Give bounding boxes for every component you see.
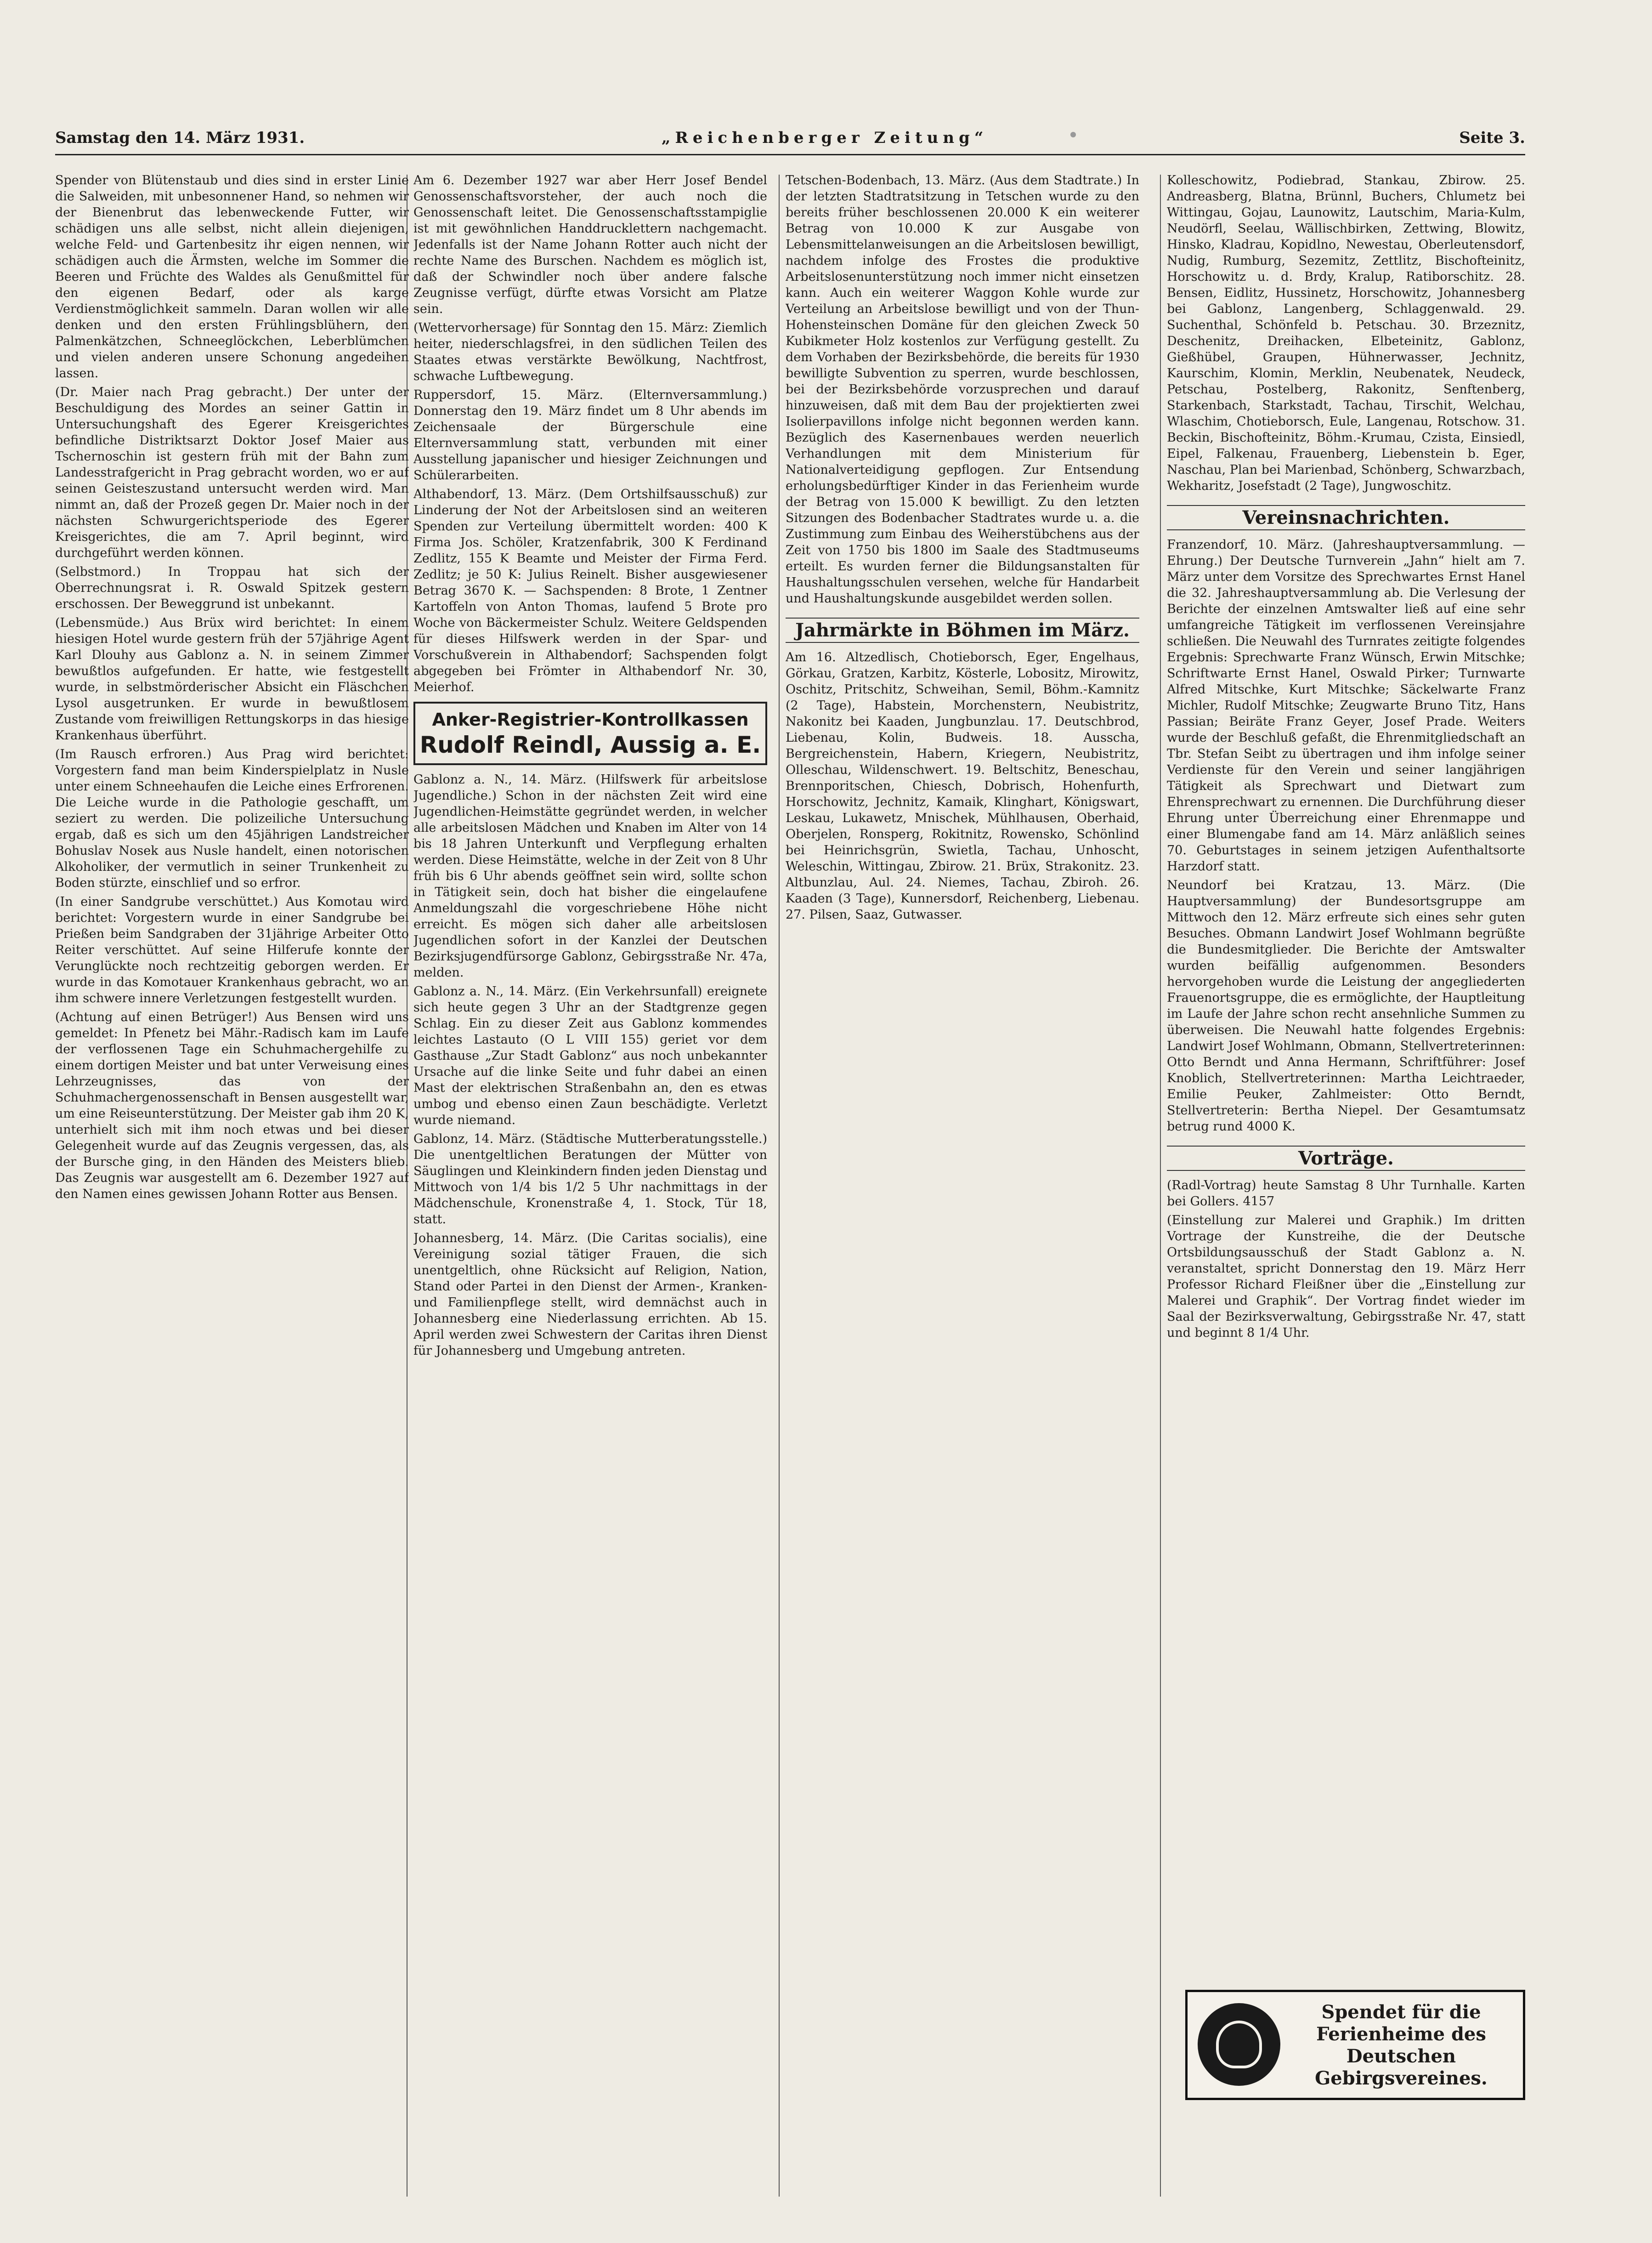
article-paragraph: Gablonz a. N., 14. März. (Ein Verkehrsunfall) ereignete sich heute gegen 3 Uhr an der Stadtgrenze gegen Schlag. Ein zu dieser Zeit aus Gablonz kommendes leichtes Lastauto (O L VIII 155) geriet vor dem Gasthause „Zur Stadt Gablonz“ aus noch unbekannter Ursache auf die linke Seite und fuhr dabei an einen Mast der elektrischen Straßenbahn an, den es etwas umbog und ebenso einen Zaun beschädigte. Verletzt wurde niemand. [413,984,767,1127]
column-2 [413,172,767,2217]
advert-line: Anker-Registrier-Kontrollkassen [432,710,749,730]
column-1 [55,172,409,2217]
article-paragraph: Spender von Blütenstaub und dies sind in erster Linie die Salweiden, mit unbesonnener Hand, so nehmen wir der Bienenbrut das lebenweckende Futter, wir schädigen uns alle selbst, nicht allein diejenigen, welche Feld- und Gartenbesitz ihr eigen nennen, wir schädigen auch die Ärmsten, welche im Sommer die Beeren und Früchte des Waldes als Genußmittel für den eigenen Bedarf, oder als karge Verdienstmöglichkeit sammeln. Daran wollen wir alle denken und den ersten Frühlingsblühern, den Palmenkätzchen, Schneeglöckchen, Leberblümchen und vielen anderen unsere Schonung angedeihen lassen. [55,173,409,380]
article-paragraph: (Dr. Maier nach Prag gebracht.) Der unter der Beschuldigung des Mordes an seiner Gattin in Untersuchungshaft des Egerer Kreisgerichtes befindliche Distriktsarzt Doktor Josef Maier aus Tschernoschin ist gestern früh mit der Bahn zum Landesstrafgericht in Prag gebracht worden, wo er auf seinen Geisteszustand untersucht werden wird. Man nimmt an, daß der Prozeß gegen Dr. Maier noch in der nächsten Schwurgerichtsperiode des Egerer Kreisgerichtes, die am 7. April beginnt, wird durchgeführt werden können. [55,385,409,560]
article-paragraph: Tetschen-Bodenbach, 13. März. (Aus dem Stadtrate.) In der letzten Stadtratsitzung in Tetschen wurde zu den bereits früher beschlossenen 20.000 K ein weiterer Betrag von 10.000 K zur Ausgabe von Lebensmittelanweisungen an die Arbeitslosen bewilligt, nachdem infolge des Frostes die produktive Arbeitslosenunterstützung noch immer nicht einsetzen kann. Auch ein weiterer Waggon Kohle wurde zur Verteilung an Arbeitslose bewilligt und von der Thun-Hohensteinschen Domäne für den gleichen Zweck 50 Kubikmeter Holz kostenlos zur Verfügung gestellt. Zu dem Vorhaben der Bezirksbehörde, die bereits für 1930 bewilligte Subvention zu sperren, wurde beschlossen, bei der Bezirksbehörde vorzusprechen und darauf hinzuweisen, daß mit dem Bau der projektierten zwei Isolierpavillons infolge nicht begonnen werden kann. Bezüglich des Kasernenbaues werden neuerlich Verhandlungen mit dem Ministerium für Nationalverteidigung gepflogen. Zur Entsendung erholungsbedürftiger Kinder in das Ferienheim wurde der Betrag von 15.000 K bewilligt. Zu den letzten Sitzungen des Bodenbacher Stadtrates wurde u. a. die Zustimmung zum Einbau des Weiherstübchens aus der Zeit von 1750 bis 1800 im Saale des Stadtmuseums erteilt. Es wurden ferner die Bildungsanstalten für Haushaltungsschulen versehen, welche für Handarbeit und Haushaltungskunde ausgebildet werden sollen. [786,173,1139,606]
article-paragraph: (Achtung auf einen Betrüger!) Aus Bensen wird uns gemeldet: In Pfenetz bei Mähr.-Radisch kam im Laufe der verflossenen Tage ein Schuhmachergehilfe zu einem dortigen Meister und bat unter Verweisung eines Lehrzeugnisses, das von der Schuhmachergenossenschaft in Bensen ausgestellt war, um eine Reiseunterstützung. Der Meister gab ihm 20 K, unterhielt sich mit ihm noch etwas und bei dieser Gelegenheit wurde auf das Zeugnis vergessen, das, als der Bursche ging, in den Händen des Meisters blieb. Das Zeugnis war ausgestellt am 6. Dezember 1927 auf den Namen eines gewissen Johann Rotter aus Bensen. [55,1010,409,1201]
article-paragraph: Gablonz a. N., 14. März. (Hilfswerk für arbeitslose Jugendliche.) Schon in der nächsten Zeit wird eine Jugendlichen-Heimstätte gegründet werden, in welcher alle arbeitslosen Mädchen und Knaben im Alter von 14 bis 18 Jahren Unterkunft und Verpflegung erhalten werden. Diese Heimstätte, welche in der Zeit von 8 Uhr früh bis 6 Uhr abends geöffnet sein wird, sollte schon in Tätigkeit sein, doch hat bisher die eingelaufene Anmeldungszahl die vorgeschriebene Höhe nicht erreicht. Es mögen sich daher alle arbeitslosen Jugendlichen sofort in der Kanzlei der Deutschen Bezirksjugendfürsorge Gablonz, Gebirgsstraße Nr. 47a, melden. [413,772,767,980]
page-number: Seite 3. [1459,129,1525,147]
column-3 [786,172,1139,2217]
article-paragraph: Kolleschowitz, Podiebrad, Stankau, Zbirow. 25. Andreasberg, Blatna, Brünnl, Buchers, Chlumetz bei Wittingau, Gojau, Launowitz, Lautschim, Maria-Kulm, Neudörfl, Seelau, Wällischbirken, Zettwing, Blowitz, Hinsko, Kladrau, Kopidlno, Newestau, Oberleutensdorf, Nudig, Rumburg, Sezemitz, Zettlitz, Bischofteinitz, Horschowitz u. d. Brdy, Kralup, Ratiborschitz. 28. Bensen, Eidlitz, Hussinetz, Horschowitz, Johannesberg bei Gablonz, Langenberg, Schlaggenwald. 29. Suchenthal, Schönfeld b. Petschau. 30. Brzeznitz, Deschenitz, Dreihacken, Elbeteinitz, Gablonz, Gießhübel, Graupen, Hühnerwasser, Jechnitz, Kaurschim, Klomin, Merklin, Neubenatek, Neudeck, Petschau, Postelberg, Rakonitz, Senftenberg, Starkenbach, Starkstadt, Tachau, Tirschit, Welchau, Wlaschim, Chotieborsch, Eule, Langenau, Rotschow. 31. Beckin, Bischofteinitz, Böhm.-Krumau, Czista, Einsiedl, Eipel, Falkenau, Frauenberg, Liebenstein b. Eger, Naschau, Plan bei Marienbad, Schönberg, Schwarzbach, Wekharitz, Josefstadt (2 Tage), Jungwoschitz. [1167,173,1525,493]
advert-line: Rudolf Reindl, Aussig a. E. [419,732,761,758]
article-paragraph: (In einer Sandgrube verschüttet.) Aus Komotau wird berichtet: Vorgestern wurde in einer Sandgrube bei Prießen beim Sandgraben der 31jährige Arbeiter Otto Reiter verschüttet. Auf seine Hilferufe konnte der Verunglückte noch rechtzeitig geborgen werden. Er wurde in das Komotauer Krankenhaus gebracht, wo an ihm schwere innere Verletzungen festgestellt wurden. [55,895,409,1005]
edelweiss-emblem-icon [1198,2003,1280,2086]
section-heading: Vorträge. [1167,1146,1525,1171]
newspaper-title: „Reichenberger Zeitung“ [662,129,988,147]
cash-register-advert [413,702,767,765]
article-paragraph: (Lebensmüde.) Aus Brüx wird berichtet: In einem hiesigen Hotel wurde gestern früh der 57jährige Agent Karl Dlouhy aus Gablonz a. N. in seinem Zimmer bewußtlos aufgefunden. Er hatte, wie festgestellt wurde, in selbstmörderischer Absicht ein Fläschchen Lysol ausgetrunken. Er wurde in bewußtlosem Zustande vom freiwilligen Rettungskorps in das hiesige Krankenhaus überführt. [55,616,409,743]
article-paragraph: Am 16. Altzedlisch, Chotieborsch, Eger, Engelhaus, Görkau, Gratzen, Karbitz, Kösterle, Lobositz, Mirowitz, Oschitz, Pritschitz, Schweihan, Semil, Böhm.-Kamnitz (2 Tage), Habstein, Morchenstern, Neubistritz, Nakonitz bei Kaaden, Jungbunzlau. 17. Deutschbrod, Liebenau, Kolin, Budweis. 18. Ausscha, Bergreichenstein, Habern, Kriegern, Neubistritz, Olleschau, Wildenschwert. 19. Beltschitz, Beneschau, Brennporitschen, Chiesch, Dobrisch, Hohenfurth, Horschowitz, Jechnitz, Kamaik, Klinghart, Königswart, Leskau, Lukawetz, Mnischek, Mühlhausen, Oberhaid, Oberjelen, Ronsperg, Rokitnitz, Rowensko, Schönlind bei Heinrichsgrün, Swietla, Tachau, Unhoscht, Weleschin, Wittingau, Zbirow. 21. Brüx, Strakonitz. 23. Altbunzlau, Aul. 24. Niemes, Tachau, Zbiroh. 26. Kaaden (3 Tage), Kunnersdorf, Reichenberg, Liebenau. 27. Pilsen, Saaz, Gutwasser. [786,650,1139,922]
page-header [55,124,1525,152]
article-paragraph: Althabendorf, 13. März. (Dem Ortshilfsausschuß) zur Linderung der Not der Arbeitslosen sind an weiteren Spenden zur Verteilung übermittelt worden: 400 K Firma Jos. Schöler, Kratzenfabrik, 300 K Ferdinand Zedlitz, 155 K Beamte und Meister der Firma Ferd. Zedlitz; je 50 K: Julius Reinelt. Bisher ausgewiesener Betrag 3670 K. — Sachspenden: 8 Brote, 1 Zentner Kartoffeln von Anton Thomas, laufend 5 Brote pro Woche von Bäckermeister Schulz. Weitere Geldspenden für dieses Hilfswerk werden in der Spar- und Vorschußverein in Althabendorf; Sachspenden folgt abgegeben bei Frömter in Althabendorf Nr. 30, Meierhof. [413,487,767,694]
section-heading: Jahrmärkte in Böhmen im März. [786,618,1139,643]
article-paragraph: Am 6. Dezember 1927 war aber Herr Josef Bendel Genossenschaftsvorsteher, der auch noch die Genossenschaft leitet. Die Genossenschaftsstampiglie ist mit gewöhnlichen Handdrucklettern nachgemacht. Jedenfalls ist der Name Johann Rotter auch nicht der rechte Name des Burschen. Nachdem es möglich ist, daß der Schwindler noch über andere falsche Zeugnisse verfügt, dürfte etwas Vorsicht am Platze sein. [413,173,767,316]
article-paragraph: (Selbstmord.) In Troppau hat sich der Oberrechnungsrat i. R. Oswald Spitzek gestern erschossen. Der Beweggrund ist unbekannt. [55,565,409,611]
article-paragraph: Neundorf bei Kratzau, 13. März. (Die Hauptversammlung) der Bundesortsgruppe am Mittwoch den 12. März erfreute sich eines sehr guten Besuches. Obmann Landwirt Josef Wohlmann begrüßte die Bundesmitglieder. Die Berichte der Amtswalter wurden beifällig aufgenommen. Besonders hervorgehoben wurde die Leistung der angegliederten Frauenortsgruppe, die es ermöglichte, der Hauptleitung im Laufe der Jahre schon recht ansehnliche Summen zu überweisen. Die Neuwahl hatte folgendes Ergebnis: Landwirt Josef Wohlmann, Obmann, Stellvertreterinnen: Otto Berndt und Anna Hermann, Schriftführer: Josef Knoblich, Stellvertreterinnen: Martha Leichtraeder, Emilie Peuker, Zahlmeister: Otto Berndt, Stellvertreterin: Bertha Niepel. Der Gesamtumsatz betrug rund 4000 K. [1167,878,1525,1134]
article-paragraph: (Radl-Vortrag) heute Samstag 8 Uhr Turnhalle. Karten bei Gollers. 4157 [1167,1178,1525,1209]
donation-advert [1185,1990,1525,2100]
print-dot [1070,132,1076,137]
article-paragraph: Franzendorf, 10. März. (Jahreshauptversammlung. — Ehrung.) Der Deutsche Turnverein „Jahn“ hielt am 7. März unter dem Vorsitze des Sprechwartes Ernst Hanel die 32. Jahreshauptversammlung ab. Die Verlesung der Berichte der einzelnen Amtswalter ließ auf eine sehr umfangreiche Tätigkeit im verflossenen Vereinsjahre schließen. Die Neuwahl des Turnrates zeitigte folgendes Ergebnis: Sprechwarte Franz Wünsch, Erwin Mitschke; Schriftwarte Ernst Hanel, Oswald Pirker; Turnwarte Alfred Mitschke, Kurt Mitschke; Säckelwarte Franz Michler, Rudolf Mitschke; Zeugwarte Bruno Titz, Hans Passian; Beiräte Franz Geyer, Josef Prade. Weiters wurde der Beschluß gefaßt, die Ehrenmitgliedschaft an Tbr. Stefan Seibt zu übertragen und ihm infolge seiner Verdienste für den Verein und seiner langjährigen Tätigkeit als Sprechwart und Dietwart zum Ehrensprechwart zu ernennen. Die Durchführung dieser Ehrung unter Überreichung einer Ehrenmappe und einer Blumengabe fand am 14. März anläßlich seines 70. Geburtstages in seinem jetzigen Aufenthaltsorte Harzdorf statt. [1167,538,1525,874]
article-paragraph: Gablonz, 14. März. (Städtische Mutterberatungsstelle.) Die unentgeltlichen Beratungen der Mütter von Säuglingen und Kleinkindern finden jeden Dienstag und Mittwoch von 1/4 bis 1/2 5 Uhr nachmittags in der Mädchenschule, Kronenstraße 4, 1. Stock, Tür 18, statt. [413,1132,767,1227]
column-divider [779,175,780,2197]
article-paragraph: (Im Rausch erfroren.) Aus Prag wird berichtet: Vorgestern fand man beim Kinderspielplatz in Nusle unter einem Schneehaufen die Leiche eines Erfrorenen. Die Leiche wurde in die Pathologie geschafft, um seziert zu werden. Die polizeiliche Untersuchung ergab, daß es sich um den 45jährigen Landstreicher Bohuslav Nosek aus Nusle handelt, einen notorischen Alkoholiker, der vermutlich in seiner Trunkenheit zu Boden stürzte, einschlief und so erfror. [55,747,409,890]
column-4 [1167,172,1525,2217]
advert-text: Spendet für die Ferienheime des Deutschen Gebirgsvereines. [1315,2001,1488,2089]
header-divider [55,154,1525,155]
article-paragraph: (Einstellung zur Malerei und Graphik.) Im dritten Vortrage der Kunstreihe, die der Deutsche Ortsbildungsausschuß der Stadt Gablonz a. N. veranstaltet, spricht Donnerstag den 19. März Herr Professor Richard Fleißner über die „Einstellung zur Malerei und Graphik“. Der Vortrag findet wieder im Saal der Bezirksverwaltung, Gebirgsstraße Nr. 47, statt und beginnt 8 1/4 Uhr. [1167,1213,1525,1340]
column-divider [1160,175,1161,2197]
issue-date: Samstag den 14. März 1931. [55,129,305,147]
article-paragraph: (Wettervorhersage) für Sonntag den 15. März: Ziemlich heiter, niederschlagsfrei, in den südlichen Teilen des Staates etwas verstärkte Bewölkung, Nachtfrost, schwache Luftbewegung. [413,321,767,383]
article-paragraph: Ruppersdorf, 15. März. (Elternversammlung.) Donnerstag den 19. März findet um 8 Uhr abends im Zeichensaale der Bürgerschule eine Elternversammlung statt, verbunden mit einer Ausstellung japanischer und hiesiger Zeichnungen und Schülerarbeiten. [413,388,767,483]
section-heading: Vereinsnachrichten. [1167,505,1525,530]
article-paragraph: Johannesberg, 14. März. (Die Caritas socialis), eine Vereinigung sozial tätiger Frauen, die sich unentgeltlich, ohne Rücksicht auf Religion, Nation, Stand oder Partei in den Dienst der Armen-, Kranken- und Familienpflege stellt, wird demnächst auch in Johannesberg eine Niederlassung errichten. Ab 15. April werden zwei Schwestern der Caritas ihren Dienst für Johannesberg und Umgebung antreten. [413,1231,767,1358]
